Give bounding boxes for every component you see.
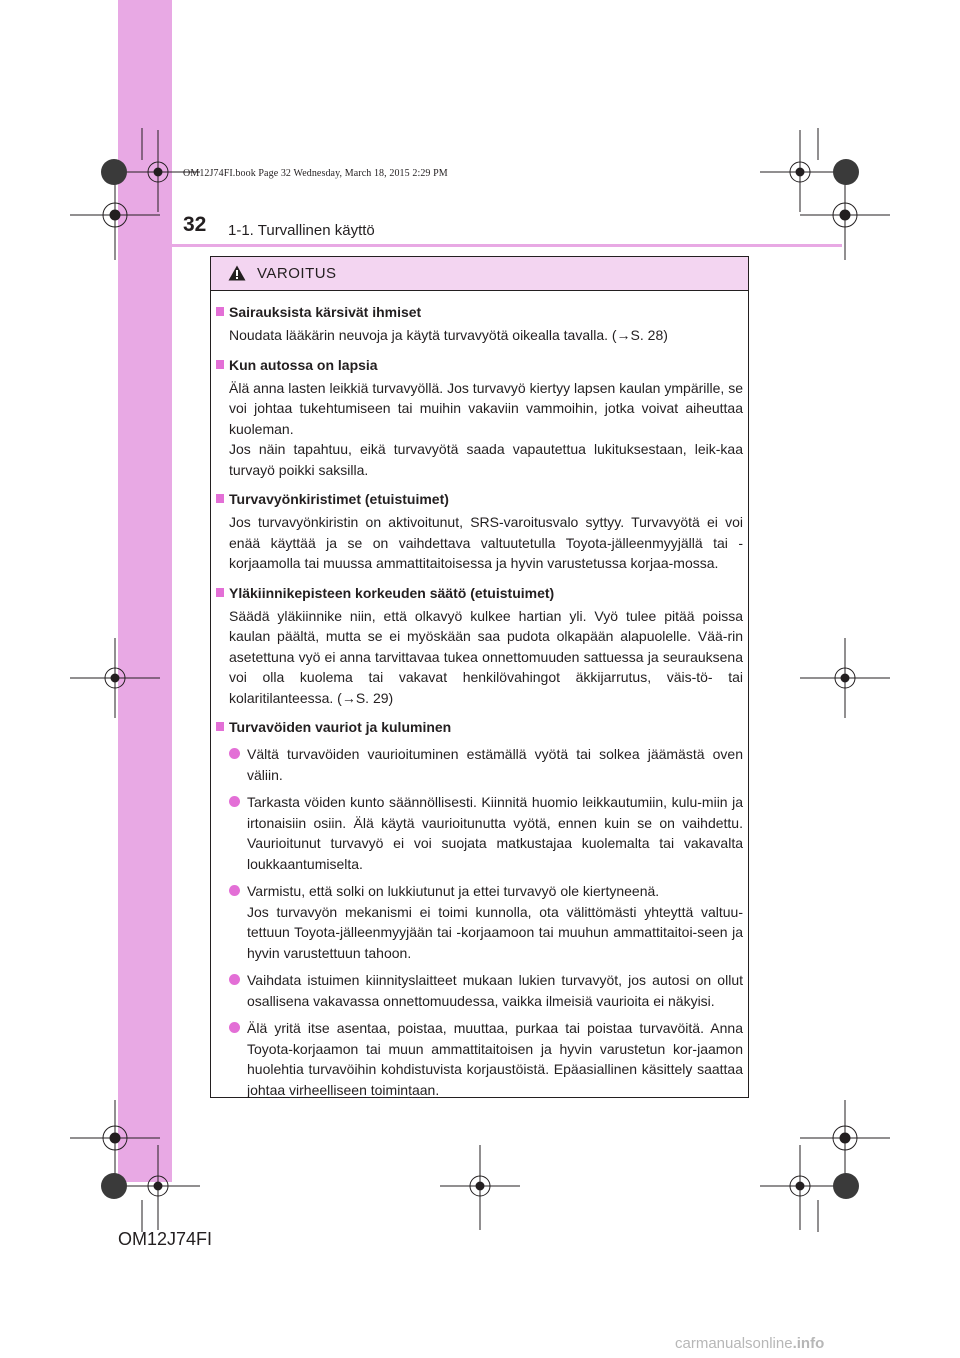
warning-section	[216, 489, 743, 574]
round-bullet-icon	[229, 974, 240, 985]
starburst-target-icon	[833, 1173, 859, 1199]
section-heading: Sairauksista kärsivät ihmiset	[229, 304, 422, 320]
list-item	[229, 1018, 743, 1100]
section-text: Noudata lääkärin neuvoja ja käytä turvavyötä oikealla tavalla. (→S. 28)	[229, 327, 668, 343]
book-info-stamp: OM12J74FI.book Page 32 Wednesday, March 18, 2015 2:29 PM	[183, 168, 448, 179]
square-bullet-icon	[216, 722, 224, 731]
page-number: 32	[183, 213, 207, 236]
warning-section	[216, 302, 743, 346]
section-text: Säädä yläkiinnike niin, että olkavyö kulkee hartian yli. Vyö tulee pitää poissa kaulan päältä, mutta se ei myöskään saa pudota olkapään alapuolelle. Vää-rin asetettuna vyö ei anna tarvittavaa tukea onnettomuuden sattuessa ja seurauksena voi olla kuolema tai vakavat henkilövahingot äkkijarrutus, väis-tö- tai kolaritilanteessa. (→S. 29)	[229, 607, 743, 706]
bullet-text: Tarkasta vöiden kunto säännöllisesti. Kiinnitä huomio leikkautumiin, kulu-miin ja irtonaisiin osiin. Älä käytä vaurioitunutta vyötä, ennen kuin se on vaihdettu. Vaurioitunut turvavyö ei voi suojata matkustajaa kuolemalta tai vakavalta loukkaantumiselta.	[247, 794, 743, 872]
section-heading: Kun autossa on lapsia	[229, 356, 378, 373]
registration-mark-icon	[760, 1145, 842, 1230]
warning-section	[216, 355, 743, 481]
warning-body	[216, 302, 743, 1109]
watermark-prefix: carmanualsonline	[675, 1335, 793, 1352]
round-bullet-icon	[229, 796, 240, 807]
list-item	[229, 970, 743, 1011]
round-bullet-icon	[229, 885, 240, 896]
warning-box	[210, 256, 749, 1098]
watermark	[675, 1335, 824, 1352]
starburst-target-icon	[833, 159, 859, 185]
section-heading: Turvavyönkiristimet (etuistuimet)	[229, 491, 449, 507]
section-text: Jos näin tapahtuu, eikä turvavyötä saada vapautettua lukituksestaan, leik-kaa turvayö poikki saksilla.	[229, 441, 743, 478]
bullet-text: Varmistu, että solki on lukkiutunut ja ettei turvavyö ole kiertyneenä.	[247, 883, 660, 899]
warning-triangle-icon	[228, 265, 246, 281]
warning-title: VAROITUS	[257, 265, 337, 282]
registration-mark-icon	[800, 638, 890, 718]
warning-section	[216, 717, 743, 1100]
square-bullet-icon	[216, 360, 224, 369]
bullet-text: Vaihdata istuimen kiinnityslaitteet mukaan lukien turvavyöt, jos autosi on ollut osallisena vakavassa onnettomuudessa, vaikka ilmeisiä vaurioita ei näkyisi.	[247, 972, 743, 1009]
section-heading: Turvavöiden vauriot ja kuluminen	[229, 719, 452, 735]
list-item	[229, 881, 743, 963]
watermark-suffix: .info	[792, 1335, 825, 1352]
list-item	[229, 744, 743, 785]
square-bullet-icon	[216, 494, 224, 503]
square-bullet-icon	[216, 307, 224, 316]
round-bullet-icon	[229, 1022, 240, 1033]
registration-mark-icon	[440, 1145, 520, 1230]
round-bullet-icon	[229, 748, 240, 759]
warning-section	[216, 583, 743, 709]
warning-header	[211, 257, 748, 291]
section-text: Älä anna lasten leikkiä turvavyöllä. Jos turvavyö kiertyy lapsen kaulan ympärille, se voi johtaa tukehtumiseen tai muihin vakaviin vammoihin, jotka voivat aiheuttaa kuoleman.	[229, 379, 743, 437]
square-bullet-icon	[216, 588, 224, 597]
bullet-text: Jos turvavyön mekanismi ei toimi kunnolla, ota välittömästi yhteyttä valtuu-tettuun Toyota-jälleenmyyjään tai -korjaamoon tai muuhun ammattitaitoi-seen ja hyvin varustettuun tahoon.	[247, 903, 743, 961]
section-heading: Yläkiinnikepisteen korkeuden säätö (etuistuimet)	[229, 584, 555, 601]
section-title: 1-1. Turvallinen käyttö	[228, 222, 375, 239]
section-text: Jos turvavyönkiristin on aktivoitunut, SRS-varoitusvalo syttyy. Turvavyötä ei voi enää käyttää ja se on vaihdettava valtuutetulla Toyota-jälleenmyyjällä tai -korjaamolla tai muussa ammattitaitoisessa ja hyvin varustetussa korjaa-mossa.	[229, 514, 743, 571]
header-rule	[118, 244, 842, 247]
bullet-text: Älä yritä itse asentaa, poistaa, muuttaa, purkaa tai poistaa turvavöitä. Anna Toyota-korjaamon tai muun ammattitaitoisen ja hyvin varustetun kor-jaamon huolehtia turvavöihin kohdistuvista korjaustöistä. Epäasiallinen käsittely saattaa johtaa virheelliseen toimintaan.	[247, 1020, 743, 1098]
list-item	[229, 792, 743, 874]
registration-mark-icon	[800, 1100, 890, 1180]
side-color-band	[118, 0, 172, 1182]
bullet-text: Vältä turvavöiden vaurioituminen estämällä vyötä tai solkea jäämästä oven väliin.	[247, 746, 743, 783]
footer-model-code: OM12J74FI	[118, 1229, 213, 1249]
registration-mark-icon	[760, 130, 842, 212]
